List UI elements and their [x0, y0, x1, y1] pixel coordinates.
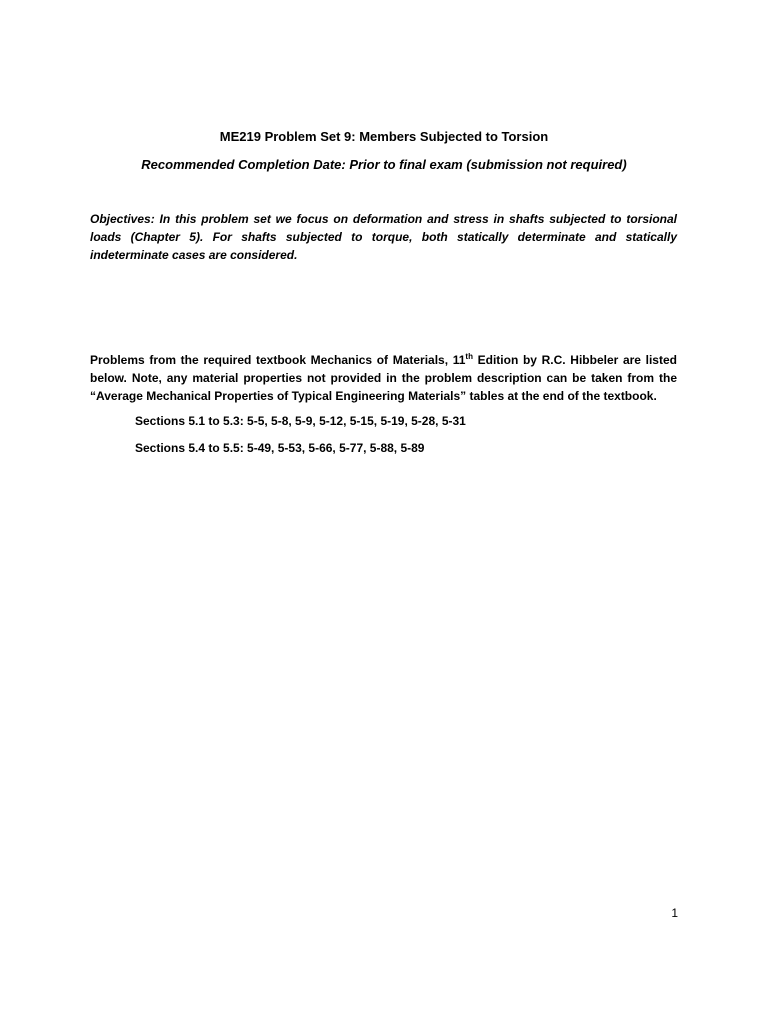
section-list-item: Sections 5.4 to 5.5: 5-49, 5-53, 5-66, 5-77, 5-88, 5-89: [135, 441, 425, 455]
completion-date-subtitle: Recommended Completion Date: Prior to final exam (submission not required): [141, 157, 627, 172]
problems-intro-paragraph: [90, 351, 677, 405]
section-list-item: Sections 5.1 to 5.3: 5-5, 5-8, 5-9, 5-12, 5-15, 5-19, 5-28, 5-31: [135, 414, 466, 428]
objectives-paragraph: Objectives: In this problem set we focus on deformation and stress in shafts subjected to torsional loads (Chapter 5). For shafts subjected to torque, both statically determinate and statically indeterminate cases are considered.: [90, 212, 677, 262]
edition-superscript: th: [465, 352, 473, 361]
document-title: ME219 Problem Set 9: Members Subjected to Torsion: [219, 129, 549, 144]
problems-intro-text-end: Edition by R.C. Hibbeler are listed below. Note, any material properties not provided in the problem description can be taken from the “Average Mechanical Properties of Typical Engineering Materials” tables at the end of the textbook.: [90, 353, 677, 403]
page-number: 1: [671, 906, 678, 920]
problems-intro-text-start: Problems from the required textbook Mechanics of Materials, 11: [90, 353, 466, 367]
